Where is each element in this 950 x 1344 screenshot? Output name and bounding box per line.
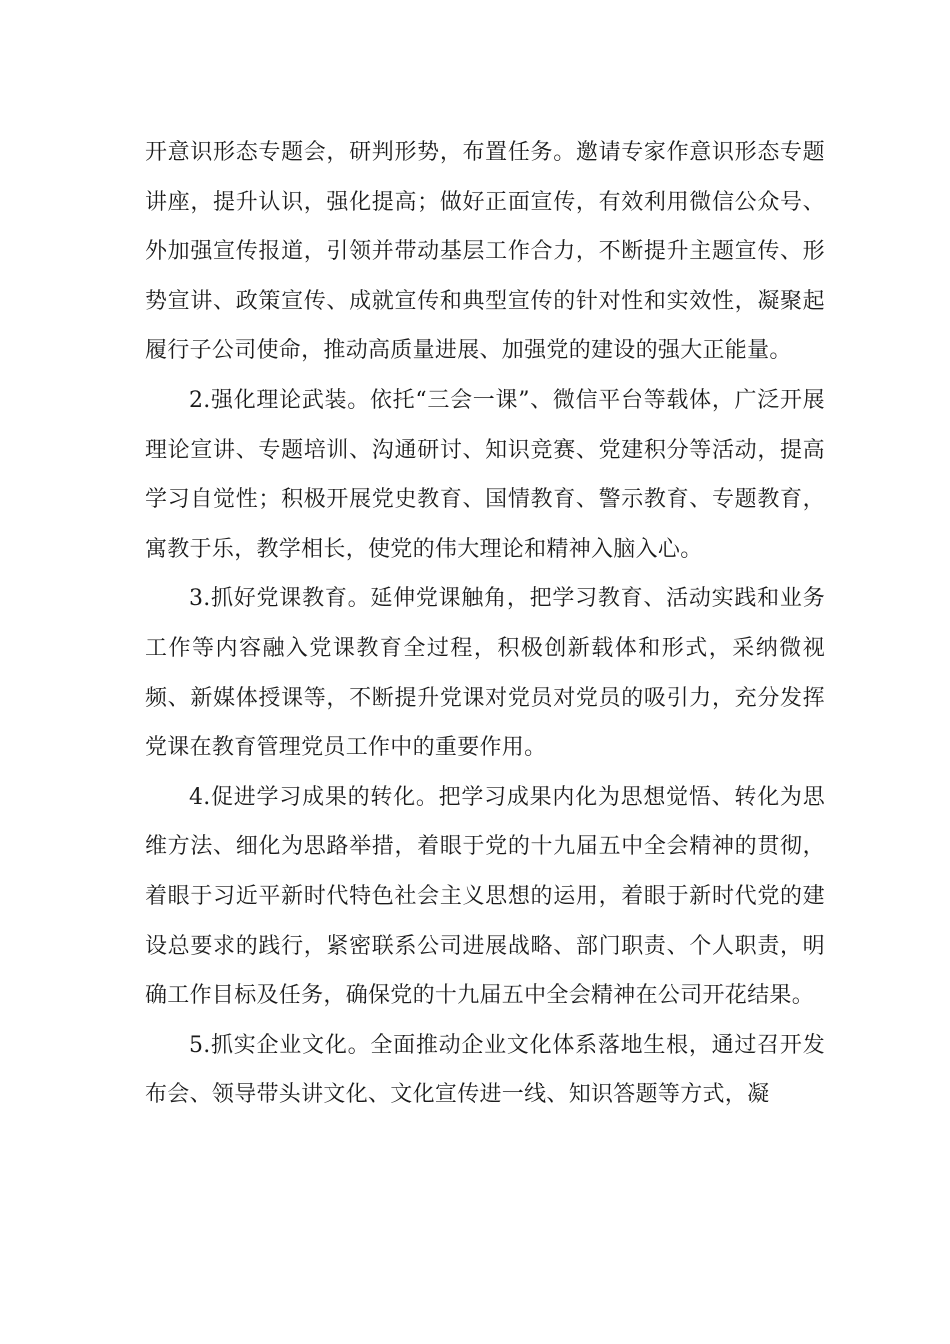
paragraph-item-5: 5.抓实企业文化。全面推动企业文化体系落地生根，通过召开发布会、领导带头讲文化、文化宣传进一线、知识答题等方式，凝 bbox=[145, 1032, 825, 1108]
document-body bbox=[145, 128, 825, 1120]
paragraph-item-4: 4.促进学习成果的转化。把学习成果内化为思想觉悟、转化为思维方法、细化为思路举措，着眼于党的十九届五中全会精神的贯彻，着眼于习近平新时代特色社会主义思想的运用，着眼于新时代党的建设总要求的践行，紧密联系公司进展战略、部门职责、个人职责，明确工作目标及任务，确保党的十九届五中全会精神在公司开花结果。 bbox=[145, 784, 825, 1009]
paragraph-item-2: 2.强化理论武装。依托“三会一课”、微信平台等载体，广泛开展理论宣讲、专题培训、沟通研讨、知识竞赛、党建积分等活动，提高学习自觉性；积极开展党史教育、国情教育、警示教育、专题教育，寓教于乐，教学相长，使党的伟大理论和精神入脑入心。 bbox=[145, 387, 825, 562]
paragraph-item-3: 3.抓好党课教育。延伸党课触角，把学习教育、活动实践和业务工作等内容融入党课教育全过程，积极创新载体和形式，采纳微视频、新媒体授课等，不断提升党课对党员对党员的吸引力，充分发挥党课在教育管理党员工作中的重要作用。 bbox=[145, 586, 825, 761]
paragraph-continued: 开意识形态专题会，研判形势，布置任务。邀请专家作意识形态专题讲座，提升认识，强化提高；做好正面宣传，有效利用微信公众号、外加强宣传报道，引领并带动基层工作合力，不断提升主题宣传、形势宣讲、政策宣传、成就宣传和典型宣传的针对性和实效性，凝聚起履行子公司使命，推动高质量进展、加强党的建设的强大正能量。 bbox=[145, 140, 825, 364]
